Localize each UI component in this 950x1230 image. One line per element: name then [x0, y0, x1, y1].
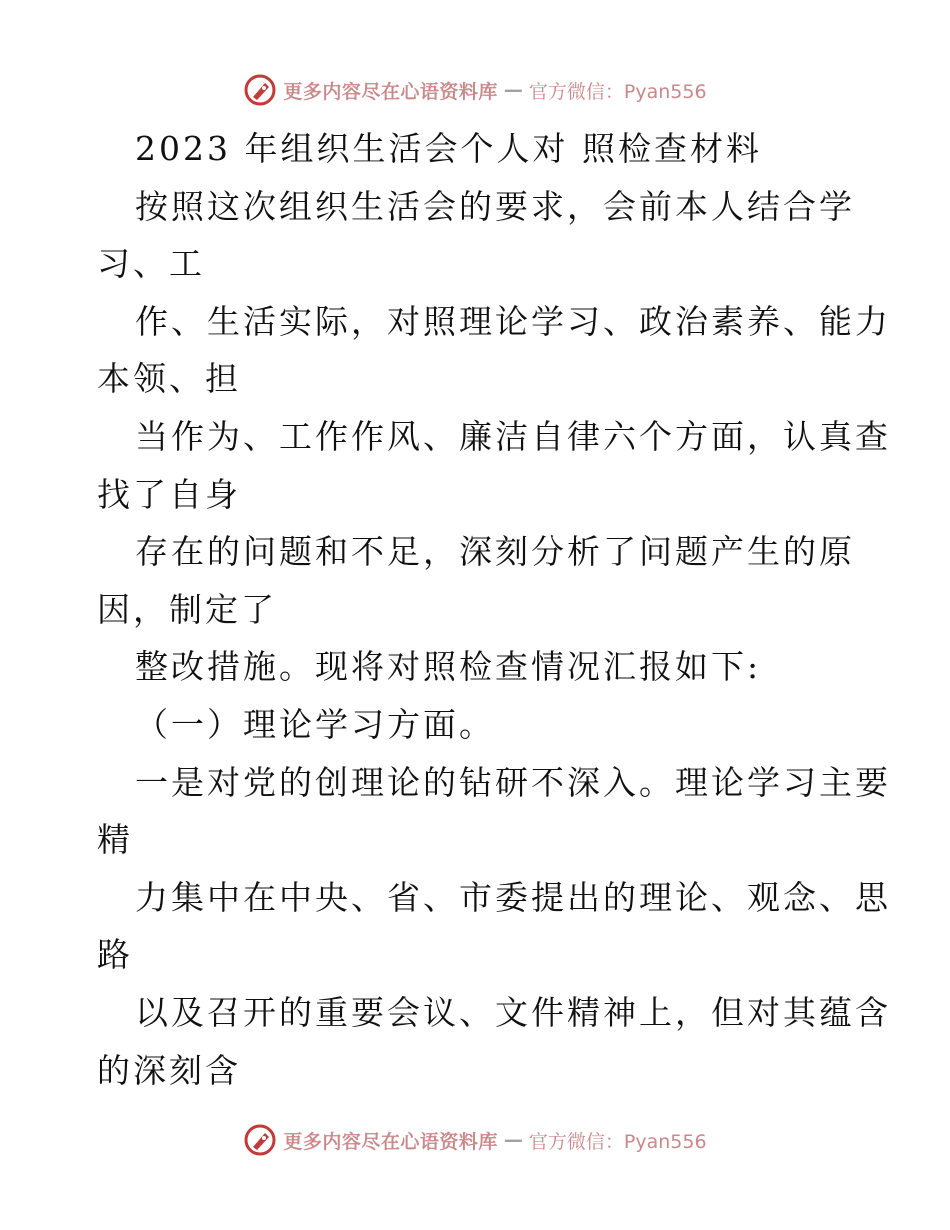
body-text-line: 路 [97, 935, 133, 975]
body-text-line: 力集中在中央、省、市委提出的理论、观念、思 [135, 877, 891, 917]
body-text-line: 本领、担 [97, 359, 241, 399]
body-text-line: 的深刻含 [97, 1050, 241, 1090]
body-text-line: （一）理论学习方面。 [135, 704, 495, 744]
document-title: 2023 年组织生活会个人对 照检查材料 [135, 129, 762, 168]
body-text-line: 习、工 [97, 244, 205, 284]
pen-nib-logo-icon [243, 1123, 277, 1157]
watermark-separator: — [503, 1129, 523, 1151]
watermark-contact-text: 官方微信：Pyan556 [528, 80, 707, 103]
footer-watermark [0, 1120, 950, 1160]
body-text-line: 存在的问题和不足，深刻分析了问题产生的原 [135, 532, 855, 572]
watermark-separator: — [503, 79, 523, 101]
body-text-line: 以及召开的重要会议、文件精神上，但对其蕴含 [135, 992, 891, 1032]
body-text-line: 当作为、工作作风、廉洁自律六个方面，认真查 [135, 416, 891, 456]
body-text-line: 作、生活实际，对照理论学习、政治素养、能力 [135, 301, 891, 341]
body-text-line: 找了自身 [97, 474, 241, 514]
body-text-line: 因，制定了 [97, 589, 277, 629]
header-watermark [0, 70, 950, 110]
body-text-line: 整改措施。现将对照检查情况汇报如下: [135, 647, 762, 687]
watermark-brand-text: 更多内容尽在心语资料库 [283, 1130, 498, 1153]
document-body [97, 120, 891, 1099]
watermark-contact-text: 官方微信：Pyan556 [528, 1130, 707, 1153]
body-text-line: 按照这次组织生活会的要求，会前本人结合学 [135, 186, 855, 226]
pen-nib-logo-icon [243, 73, 277, 107]
body-text-line: 一是对党的创理论的钻研不深入。理论学习主要 [135, 762, 891, 802]
body-text-line: 精 [97, 820, 133, 860]
watermark-brand-text: 更多内容尽在心语资料库 [283, 80, 498, 103]
